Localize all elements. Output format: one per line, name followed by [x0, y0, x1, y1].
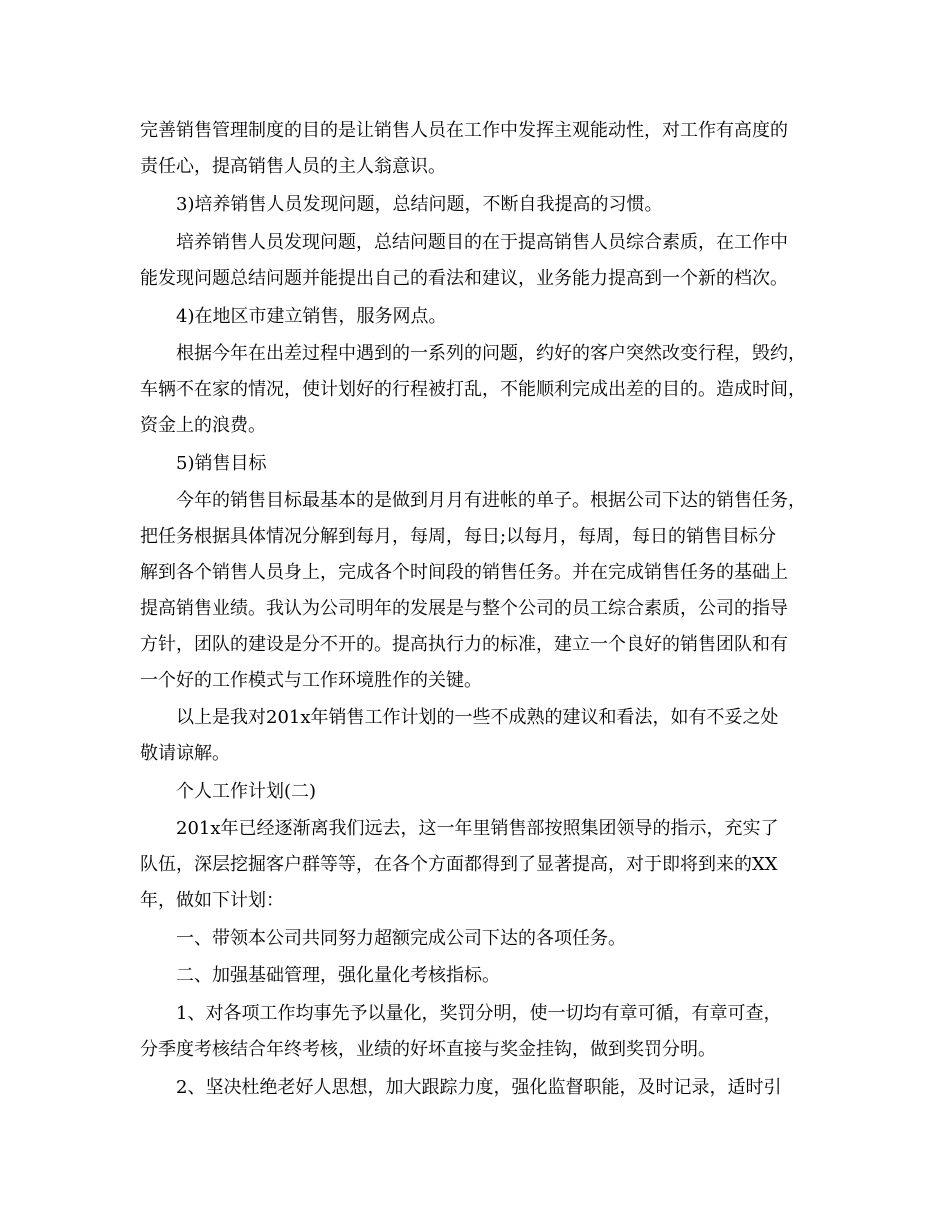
- section-heading: 个人工作计划(二): [176, 781, 317, 802]
- paragraph-line: 今年的销售目标最基本的是做到月月有进帐的单子。根据公司下达的销售任务，: [176, 490, 806, 511]
- section-heading: 4)在地区市建立销售，服务网点。: [176, 306, 447, 327]
- paragraph-line: 根据今年在出差过程中遇到的一系列的问题，约好的客户突然改变行程，毁约，: [176, 343, 806, 364]
- paragraph-line: 以上是我对201x年销售工作计划的一些不成熟的建议和看法，如有不妥之处: [176, 707, 779, 728]
- paragraph-line: 培养销售人员发现问题，总结问题目的在于提高销售人员综合素质，在工作中: [176, 232, 788, 253]
- paragraph-line: 车辆不在家的情况，使计划好的行程被打乱，不能顺利完成出差的目的。造成时间，: [140, 379, 806, 400]
- paragraph-line: 分季度考核结合年终考核，业绩的好坏直接与奖金挂钩，做到奖罚分明。: [140, 1039, 716, 1060]
- paragraph-line: 队伍，深层挖掘客户群等等，在各个方面都得到了显著提高，对于即将到来的XX: [140, 854, 778, 875]
- paragraph-line: 一个好的工作模式与工作环境胜作的关键。: [140, 670, 482, 691]
- section-heading: 3)培养销售人员发现问题，总结问题，不断自我提高的习惯。: [176, 194, 663, 215]
- paragraph-line: 敬请谅解。: [140, 743, 230, 764]
- paragraph-line: 把任务根据具体情况分解到每月，每周，每日;以每月，每周，每日的销售目标分: [140, 526, 777, 547]
- paragraph-line: 能发现问题总结问题并能提出自己的看法和建议，业务能力提高到一个新的档次。: [140, 268, 788, 289]
- paragraph-line: 201x年已经逐渐离我们远去，这一年里销售部按照集团领导的指示，充实了: [176, 818, 779, 839]
- paragraph-line: 方针，团队的建设是分不开的。提高执行力的标准，建立一个良好的销售团队和有: [140, 634, 788, 655]
- list-item: 一、带领本公司共同努力超额完成公司下达的各项任务。: [176, 928, 626, 949]
- list-item: 1、对各项工作均事先予以量化，奖罚分明，使一切均有章可循，有章可查，: [176, 1003, 782, 1024]
- list-item: 二、加强基础管理，强化量化考核指标。: [176, 965, 500, 986]
- section-heading: 5)销售目标: [176, 453, 267, 474]
- paragraph-line: 资金上的浪费。: [140, 415, 266, 436]
- paragraph-line: 责任心，提高销售人员的主人翁意识。: [140, 156, 446, 177]
- list-item: 2、坚决杜绝老好人思想，加大跟踪力度，强化监督职能，及时记录，适时引: [176, 1077, 782, 1098]
- paragraph-line: 解到各个销售人员身上，完成各个时间段的销售任务。并在完成销售任务的基础上: [140, 562, 788, 583]
- paragraph-line: 提高销售业绩。我认为公司明年的发展是与整个公司的员工综合素质，公司的指导: [140, 598, 788, 619]
- paragraph-line: 完善销售管理制度的目的是让销售人员在工作中发挥主观能动性，对工作有高度的: [140, 120, 788, 141]
- paragraph-line: 年，做如下计划：: [140, 890, 284, 911]
